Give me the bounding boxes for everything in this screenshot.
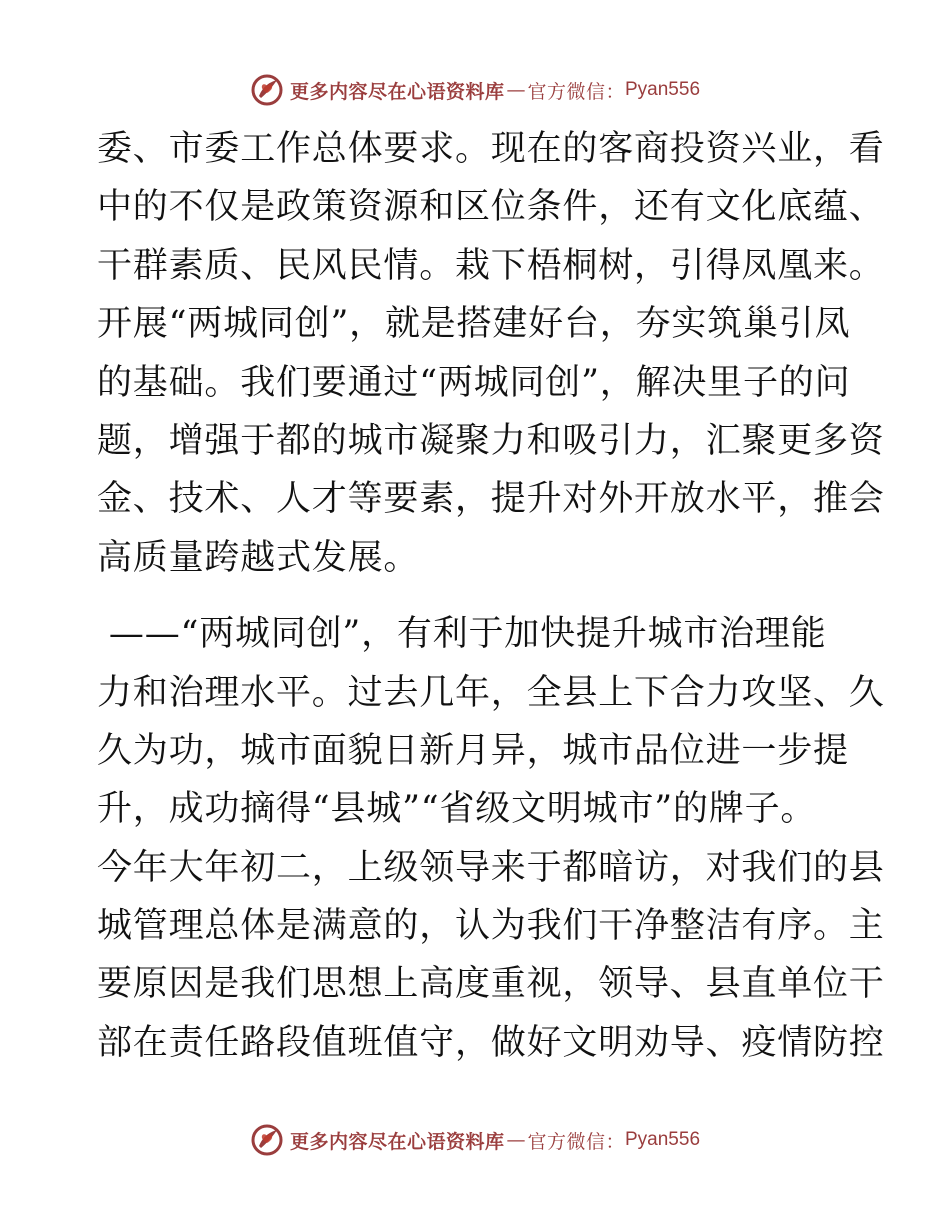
banner-title: 更多内容尽在心语资料库 [289,1130,505,1153]
paragraph-2 [97,605,885,1072]
banner-contact-label: 官方微信： [527,80,625,103]
text-line: 委、市委工作总体要求。现在的客商投资兴业，看 [97,129,885,169]
text-line: 今年大年初二，上级领导来于都暗访，对我们的县 [97,847,885,888]
footer-watermark-banner [0,1120,950,1160]
text-line: 干群素质、民风民情。栽下梧桐树，引得凤凰来。 [97,245,885,286]
document-body [97,120,885,1072]
text-line: 中的不仅是政策资源和区位条件，还有文化底蕴、 [97,187,885,228]
paragraph-1 [97,120,885,587]
banner-separator: — [506,1129,526,1151]
text-line: 高质量跨越式发展。 [97,537,420,578]
text-line: 开展“两城同创”，就是搭建好台，夯实筑巢引凤 [97,304,851,345]
header-watermark-banner [0,70,950,110]
text-line: 的基础。我们要通过“两城同创”，解决里子的问 [97,362,851,403]
banner-contact-id: Pyan556 [625,1129,701,1150]
text-line: 题，增强于都的城市凝聚力和吸引力，汇聚更多资 [97,420,885,461]
text-line: 金、技术、人才等要素，提升对外开放水平，推会 [97,479,885,520]
paragraph-gap [97,587,857,605]
banner-title: 更多内容尽在心语资料库 [289,80,505,103]
banner-separator: — [506,79,526,101]
text-line: 久为功，城市面貌日新月异，城市品位进一步提 [97,730,849,771]
text-line: 城管理总体是满意的，认为我们干净整洁有序。主 [97,906,885,947]
text-line: 升，成功摘得“县城”“省级文明城市”的牌子。 [97,789,817,830]
quill-heart-logo-icon [250,73,284,107]
text-line: 部在责任路段值班值守，做好文明劝导、疫情防控 [97,1022,885,1063]
text-line: 要原因是我们思想上高度重视，领导、县直单位干 [97,964,885,1005]
text-line: ——“两城同创”，有利于加快提升城市治理能 [97,614,827,655]
text-line: 力和治理水平。过去几年，全县上下合力攻坚、久 [97,672,885,713]
quill-heart-logo-icon [250,1123,284,1157]
banner-contact-label: 官方微信： [527,1130,625,1153]
banner-contact-id: Pyan556 [625,79,701,100]
